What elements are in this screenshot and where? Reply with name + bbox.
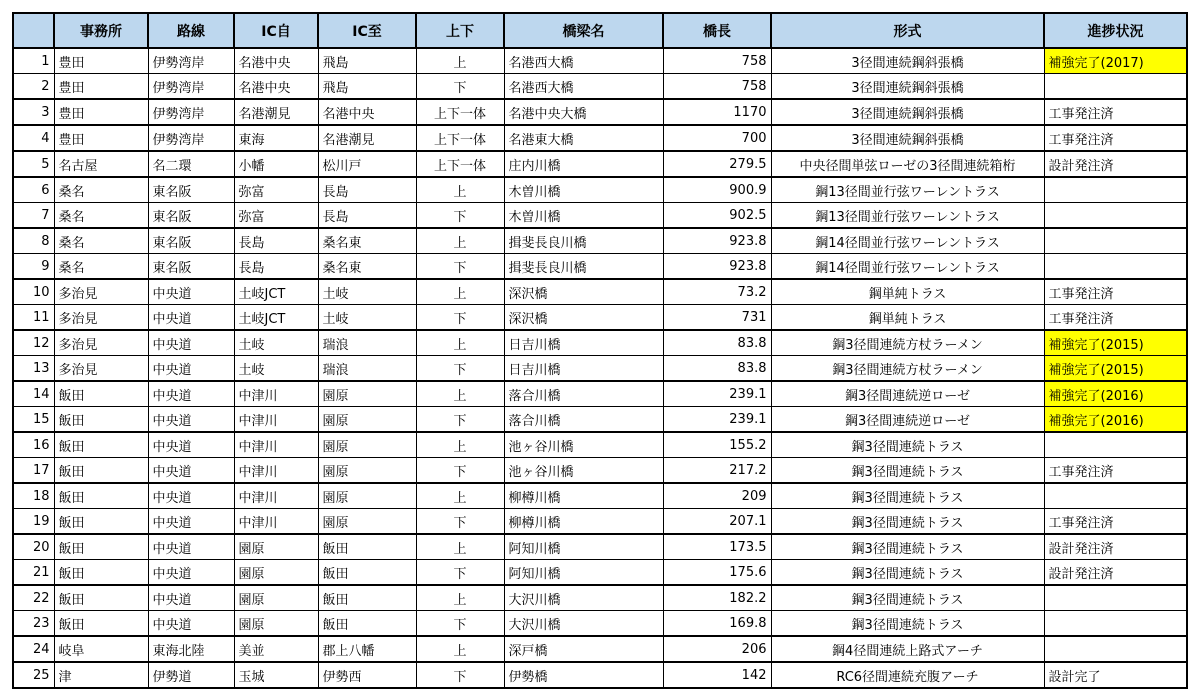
cell-updown: 上下一体 bbox=[416, 125, 504, 151]
cell-status: 工事発注済 bbox=[1044, 279, 1187, 305]
cell-status: 設計発注済 bbox=[1044, 560, 1187, 586]
column-header-status: 進捗状況 bbox=[1044, 13, 1187, 48]
cell-index: 19 bbox=[13, 509, 54, 535]
cell-route: 中央道 bbox=[148, 279, 234, 305]
cell-ic_from: 園原 bbox=[234, 611, 318, 637]
table-row bbox=[13, 203, 1187, 229]
cell-type: 鋼3径間連続方杖ラーメン bbox=[771, 356, 1044, 382]
cell-index: 12 bbox=[13, 330, 54, 356]
cell-office: 飯田 bbox=[54, 611, 148, 637]
cell-route: 伊勢湾岸 bbox=[148, 48, 234, 74]
cell-route: 東名阪 bbox=[148, 254, 234, 280]
cell-route: 中央道 bbox=[148, 381, 234, 407]
cell-bridge: 木曽川橋 bbox=[504, 203, 663, 229]
cell-status: 補強完了(2015) bbox=[1044, 330, 1187, 356]
cell-type: 3径間連続鋼斜張橋 bbox=[771, 74, 1044, 100]
cell-updown: 上 bbox=[416, 279, 504, 305]
cell-updown: 下 bbox=[416, 458, 504, 484]
cell-ic_from: 土岐JCT bbox=[234, 279, 318, 305]
cell-ic_from: 中津川 bbox=[234, 483, 318, 509]
cell-updown: 下 bbox=[416, 662, 504, 688]
cell-index: 4 bbox=[13, 125, 54, 151]
cell-office: 津 bbox=[54, 662, 148, 688]
cell-route: 中央道 bbox=[148, 509, 234, 535]
cell-status bbox=[1044, 483, 1187, 509]
cell-office: 岐阜 bbox=[54, 636, 148, 662]
cell-bridge: 名港西大橋 bbox=[504, 74, 663, 100]
cell-index: 13 bbox=[13, 356, 54, 382]
cell-length: 758 bbox=[663, 74, 771, 100]
cell-route: 東名阪 bbox=[148, 203, 234, 229]
cell-route: 東名阪 bbox=[148, 228, 234, 254]
cell-status: 補強完了(2017) bbox=[1044, 48, 1187, 74]
cell-status: 工事発注済 bbox=[1044, 509, 1187, 535]
cell-index: 14 bbox=[13, 381, 54, 407]
cell-status: 工事発注済 bbox=[1044, 458, 1187, 484]
table-row bbox=[13, 228, 1187, 254]
table-row bbox=[13, 330, 1187, 356]
cell-type: 鋼3径間連続トラス bbox=[771, 509, 1044, 535]
column-header-office: 事務所 bbox=[54, 13, 148, 48]
cell-type: 3径間連続鋼斜張橋 bbox=[771, 99, 1044, 125]
cell-bridge: 伊勢橋 bbox=[504, 662, 663, 688]
cell-bridge: 名港東大橋 bbox=[504, 125, 663, 151]
cell-status: 補強完了(2016) bbox=[1044, 381, 1187, 407]
cell-ic_from: 弥富 bbox=[234, 177, 318, 203]
cell-index: 8 bbox=[13, 228, 54, 254]
cell-office: 飯田 bbox=[54, 534, 148, 560]
cell-ic_to: 伊勢西 bbox=[318, 662, 416, 688]
cell-updown: 上 bbox=[416, 330, 504, 356]
cell-index: 2 bbox=[13, 74, 54, 100]
cell-ic_from: 中津川 bbox=[234, 458, 318, 484]
cell-index: 11 bbox=[13, 305, 54, 331]
cell-updown: 上 bbox=[416, 636, 504, 662]
cell-length: 1170 bbox=[663, 99, 771, 125]
cell-updown: 下 bbox=[416, 611, 504, 637]
cell-updown: 下 bbox=[416, 356, 504, 382]
cell-ic_from: 東海 bbox=[234, 125, 318, 151]
table-row bbox=[13, 432, 1187, 458]
cell-updown: 上 bbox=[416, 432, 504, 458]
cell-type: 鋼3径間連続トラス bbox=[771, 432, 1044, 458]
cell-office: 豊田 bbox=[54, 125, 148, 151]
table-row bbox=[13, 509, 1187, 535]
column-header-bridge: 橋梁名 bbox=[504, 13, 663, 48]
column-header-route: 路線 bbox=[148, 13, 234, 48]
cell-updown: 下 bbox=[416, 254, 504, 280]
cell-ic_to: 飯田 bbox=[318, 534, 416, 560]
cell-length: 83.8 bbox=[663, 356, 771, 382]
column-header-ic_from: IC自 bbox=[234, 13, 318, 48]
cell-length: 239.1 bbox=[663, 381, 771, 407]
cell-type: 鋼13径間並行弦ワーレントラス bbox=[771, 177, 1044, 203]
cell-length: 923.8 bbox=[663, 228, 771, 254]
cell-index: 24 bbox=[13, 636, 54, 662]
cell-length: 207.1 bbox=[663, 509, 771, 535]
cell-office: 名古屋 bbox=[54, 151, 148, 177]
cell-ic_from: 美並 bbox=[234, 636, 318, 662]
cell-office: 豊田 bbox=[54, 74, 148, 100]
cell-index: 25 bbox=[13, 662, 54, 688]
cell-length: 173.5 bbox=[663, 534, 771, 560]
cell-ic_from: 中津川 bbox=[234, 381, 318, 407]
cell-type: 鋼3径間連続トラス bbox=[771, 483, 1044, 509]
cell-bridge: 深沢橋 bbox=[504, 305, 663, 331]
column-header-type: 形式 bbox=[771, 13, 1044, 48]
cell-ic_to: 瑞浪 bbox=[318, 356, 416, 382]
cell-updown: 下 bbox=[416, 509, 504, 535]
cell-type: 中央径間単弦ローゼの3径間連続箱桁 bbox=[771, 151, 1044, 177]
cell-length: 83.8 bbox=[663, 330, 771, 356]
cell-updown: 上 bbox=[416, 585, 504, 611]
cell-ic_to: 園原 bbox=[318, 381, 416, 407]
cell-index: 15 bbox=[13, 407, 54, 433]
cell-updown: 下 bbox=[416, 305, 504, 331]
column-header-index bbox=[13, 13, 54, 48]
cell-status: 設計発注済 bbox=[1044, 534, 1187, 560]
cell-bridge: 揖斐長良川橋 bbox=[504, 228, 663, 254]
cell-route: 中央道 bbox=[148, 560, 234, 586]
cell-office: 多治見 bbox=[54, 279, 148, 305]
cell-ic_from: 小幡 bbox=[234, 151, 318, 177]
cell-updown: 下 bbox=[416, 407, 504, 433]
cell-ic_to: 園原 bbox=[318, 432, 416, 458]
cell-ic_from: 土岐 bbox=[234, 356, 318, 382]
table-row bbox=[13, 151, 1187, 177]
cell-bridge: 大沢川橋 bbox=[504, 611, 663, 637]
cell-index: 3 bbox=[13, 99, 54, 125]
cell-route: 東名阪 bbox=[148, 177, 234, 203]
cell-office: 飯田 bbox=[54, 432, 148, 458]
cell-route: 伊勢湾岸 bbox=[148, 99, 234, 125]
cell-bridge: 日吉川橋 bbox=[504, 330, 663, 356]
cell-status bbox=[1044, 228, 1187, 254]
cell-type: 鋼3径間連続トラス bbox=[771, 534, 1044, 560]
cell-length: 279.5 bbox=[663, 151, 771, 177]
cell-route: 伊勢湾岸 bbox=[148, 74, 234, 100]
cell-type: 鋼3径間連続トラス bbox=[771, 458, 1044, 484]
cell-bridge: 庄内川橋 bbox=[504, 151, 663, 177]
cell-status bbox=[1044, 611, 1187, 637]
cell-ic_to: 松川戸 bbox=[318, 151, 416, 177]
table-header bbox=[13, 13, 1187, 48]
cell-index: 18 bbox=[13, 483, 54, 509]
cell-route: 東海北陸 bbox=[148, 636, 234, 662]
cell-index: 22 bbox=[13, 585, 54, 611]
cell-route: 中央道 bbox=[148, 432, 234, 458]
cell-index: 20 bbox=[13, 534, 54, 560]
cell-bridge: 名港中央大橋 bbox=[504, 99, 663, 125]
cell-length: 239.1 bbox=[663, 407, 771, 433]
cell-ic_from: 名港中央 bbox=[234, 74, 318, 100]
cell-status bbox=[1044, 432, 1187, 458]
cell-bridge: 大沢川橋 bbox=[504, 585, 663, 611]
cell-ic_from: 弥富 bbox=[234, 203, 318, 229]
cell-ic_from: 園原 bbox=[234, 560, 318, 586]
column-header-updown: 上下 bbox=[416, 13, 504, 48]
cell-length: 758 bbox=[663, 48, 771, 74]
cell-status: 工事発注済 bbox=[1044, 305, 1187, 331]
table-row bbox=[13, 611, 1187, 637]
cell-type: 鋼13径間並行弦ワーレントラス bbox=[771, 203, 1044, 229]
cell-bridge: 深沢橋 bbox=[504, 279, 663, 305]
cell-index: 16 bbox=[13, 432, 54, 458]
cell-route: 名二環 bbox=[148, 151, 234, 177]
cell-ic_to: 園原 bbox=[318, 458, 416, 484]
cell-bridge: 揖斐長良川橋 bbox=[504, 254, 663, 280]
cell-office: 豊田 bbox=[54, 99, 148, 125]
cell-index: 9 bbox=[13, 254, 54, 280]
cell-ic_from: 名港潮見 bbox=[234, 99, 318, 125]
cell-ic_to: 飛島 bbox=[318, 74, 416, 100]
cell-route: 中央道 bbox=[148, 356, 234, 382]
cell-length: 209 bbox=[663, 483, 771, 509]
cell-updown: 下 bbox=[416, 74, 504, 100]
cell-updown: 上 bbox=[416, 228, 504, 254]
cell-bridge: 木曽川橋 bbox=[504, 177, 663, 203]
cell-ic_to: 名港中央 bbox=[318, 99, 416, 125]
cell-type: 鋼3径間連続方杖ラーメン bbox=[771, 330, 1044, 356]
cell-status: 補強完了(2015) bbox=[1044, 356, 1187, 382]
cell-length: 900.9 bbox=[663, 177, 771, 203]
table-row bbox=[13, 74, 1187, 100]
cell-index: 1 bbox=[13, 48, 54, 74]
cell-updown: 上 bbox=[416, 177, 504, 203]
cell-ic_from: 長島 bbox=[234, 228, 318, 254]
cell-ic_to: 園原 bbox=[318, 509, 416, 535]
cell-bridge: 柳樽川橋 bbox=[504, 509, 663, 535]
cell-office: 多治見 bbox=[54, 356, 148, 382]
cell-length: 902.5 bbox=[663, 203, 771, 229]
cell-ic_from: 中津川 bbox=[234, 407, 318, 433]
cell-ic_to: 園原 bbox=[318, 407, 416, 433]
cell-route: 中央道 bbox=[148, 458, 234, 484]
cell-office: 多治見 bbox=[54, 305, 148, 331]
cell-updown: 上下一体 bbox=[416, 151, 504, 177]
cell-office: 飯田 bbox=[54, 483, 148, 509]
cell-route: 伊勢湾岸 bbox=[148, 125, 234, 151]
table-row bbox=[13, 99, 1187, 125]
cell-bridge: 日吉川橋 bbox=[504, 356, 663, 382]
table-row bbox=[13, 407, 1187, 433]
column-header-ic_to: IC至 bbox=[318, 13, 416, 48]
cell-type: 鋼14径間並行弦ワーレントラス bbox=[771, 254, 1044, 280]
cell-updown: 上 bbox=[416, 48, 504, 74]
cell-type: 鋼14径間並行弦ワーレントラス bbox=[771, 228, 1044, 254]
table-row bbox=[13, 279, 1187, 305]
cell-office: 多治見 bbox=[54, 330, 148, 356]
cell-ic_from: 名港中央 bbox=[234, 48, 318, 74]
table-row bbox=[13, 356, 1187, 382]
cell-type: 鋼3径間連続トラス bbox=[771, 560, 1044, 586]
cell-status bbox=[1044, 74, 1187, 100]
cell-route: 中央道 bbox=[148, 407, 234, 433]
cell-ic_from: 園原 bbox=[234, 585, 318, 611]
cell-route: 中央道 bbox=[148, 330, 234, 356]
column-header-length: 橋長 bbox=[663, 13, 771, 48]
cell-bridge: 落合川橋 bbox=[504, 407, 663, 433]
cell-type: 鋼4径間連続上路式アーチ bbox=[771, 636, 1044, 662]
table-row bbox=[13, 177, 1187, 203]
cell-type: 鋼3径間連続トラス bbox=[771, 585, 1044, 611]
cell-length: 175.6 bbox=[663, 560, 771, 586]
table-row bbox=[13, 458, 1187, 484]
cell-status bbox=[1044, 203, 1187, 229]
cell-index: 21 bbox=[13, 560, 54, 586]
cell-ic_from: 中津川 bbox=[234, 432, 318, 458]
cell-updown: 上 bbox=[416, 381, 504, 407]
cell-type: 鋼3径間連続トラス bbox=[771, 611, 1044, 637]
cell-route: 中央道 bbox=[148, 483, 234, 509]
cell-status: 設計発注済 bbox=[1044, 151, 1187, 177]
cell-index: 10 bbox=[13, 279, 54, 305]
cell-updown: 下 bbox=[416, 203, 504, 229]
cell-office: 飯田 bbox=[54, 458, 148, 484]
cell-ic_to: 名港潮見 bbox=[318, 125, 416, 151]
cell-length: 206 bbox=[663, 636, 771, 662]
cell-ic_to: 瑞浪 bbox=[318, 330, 416, 356]
cell-updown: 上 bbox=[416, 483, 504, 509]
cell-ic_to: 長島 bbox=[318, 177, 416, 203]
table-row bbox=[13, 585, 1187, 611]
cell-index: 5 bbox=[13, 151, 54, 177]
cell-index: 23 bbox=[13, 611, 54, 637]
cell-updown: 上 bbox=[416, 534, 504, 560]
cell-ic_from: 土岐 bbox=[234, 330, 318, 356]
cell-ic_to: 桑名東 bbox=[318, 254, 416, 280]
cell-ic_from: 玉城 bbox=[234, 662, 318, 688]
header-row bbox=[13, 13, 1187, 48]
cell-status: 設計完了 bbox=[1044, 662, 1187, 688]
cell-bridge: 阿知川橋 bbox=[504, 534, 663, 560]
cell-office: 桑名 bbox=[54, 203, 148, 229]
cell-office: 飯田 bbox=[54, 509, 148, 535]
cell-status: 工事発注済 bbox=[1044, 99, 1187, 125]
cell-index: 6 bbox=[13, 177, 54, 203]
cell-bridge: 阿知川橋 bbox=[504, 560, 663, 586]
cell-ic_from: 園原 bbox=[234, 534, 318, 560]
table-row bbox=[13, 560, 1187, 586]
cell-index: 7 bbox=[13, 203, 54, 229]
cell-ic_from: 土岐JCT bbox=[234, 305, 318, 331]
cell-length: 182.2 bbox=[663, 585, 771, 611]
cell-length: 169.8 bbox=[663, 611, 771, 637]
cell-length: 155.2 bbox=[663, 432, 771, 458]
cell-type: 鋼単純トラス bbox=[771, 279, 1044, 305]
cell-status bbox=[1044, 636, 1187, 662]
cell-length: 731 bbox=[663, 305, 771, 331]
cell-ic_to: 飯田 bbox=[318, 560, 416, 586]
table-row bbox=[13, 381, 1187, 407]
cell-status: 工事発注済 bbox=[1044, 125, 1187, 151]
cell-office: 飯田 bbox=[54, 585, 148, 611]
cell-length: 142 bbox=[663, 662, 771, 688]
cell-ic_to: 郡上八幡 bbox=[318, 636, 416, 662]
cell-updown: 上下一体 bbox=[416, 99, 504, 125]
table-row bbox=[13, 305, 1187, 331]
cell-office: 桑名 bbox=[54, 254, 148, 280]
cell-ic_to: 飯田 bbox=[318, 585, 416, 611]
cell-office: 桑名 bbox=[54, 177, 148, 203]
cell-office: 飯田 bbox=[54, 560, 148, 586]
cell-office: 飯田 bbox=[54, 381, 148, 407]
cell-length: 923.8 bbox=[663, 254, 771, 280]
cell-ic_to: 桑名東 bbox=[318, 228, 416, 254]
cell-ic_from: 長島 bbox=[234, 254, 318, 280]
cell-ic_to: 長島 bbox=[318, 203, 416, 229]
cell-bridge: 落合川橋 bbox=[504, 381, 663, 407]
table-row bbox=[13, 254, 1187, 280]
table-body bbox=[13, 48, 1187, 688]
cell-length: 73.2 bbox=[663, 279, 771, 305]
cell-route: 中央道 bbox=[148, 534, 234, 560]
table-row bbox=[13, 636, 1187, 662]
cell-status bbox=[1044, 177, 1187, 203]
cell-bridge: 柳樽川橋 bbox=[504, 483, 663, 509]
cell-route: 中央道 bbox=[148, 305, 234, 331]
cell-office: 豊田 bbox=[54, 48, 148, 74]
cell-ic_to: 園原 bbox=[318, 483, 416, 509]
cell-route: 中央道 bbox=[148, 585, 234, 611]
cell-type: 鋼3径間連続逆ローゼ bbox=[771, 381, 1044, 407]
cell-ic_to: 土岐 bbox=[318, 279, 416, 305]
cell-status bbox=[1044, 254, 1187, 280]
cell-status: 補強完了(2016) bbox=[1044, 407, 1187, 433]
cell-office: 飯田 bbox=[54, 407, 148, 433]
cell-type: 3径間連続鋼斜張橋 bbox=[771, 125, 1044, 151]
table-row bbox=[13, 662, 1187, 688]
cell-bridge: 池ヶ谷川橋 bbox=[504, 432, 663, 458]
table-row bbox=[13, 534, 1187, 560]
cell-route: 伊勢道 bbox=[148, 662, 234, 688]
cell-updown: 下 bbox=[416, 560, 504, 586]
cell-type: 3径間連続鋼斜張橋 bbox=[771, 48, 1044, 74]
cell-bridge: 名港西大橋 bbox=[504, 48, 663, 74]
table-row bbox=[13, 48, 1187, 74]
cell-bridge: 池ヶ谷川橋 bbox=[504, 458, 663, 484]
cell-bridge: 深戸橋 bbox=[504, 636, 663, 662]
bridge-progress-table bbox=[12, 12, 1188, 689]
cell-type: 鋼3径間連続逆ローゼ bbox=[771, 407, 1044, 433]
cell-route: 中央道 bbox=[148, 611, 234, 637]
table-row bbox=[13, 483, 1187, 509]
cell-type: RC6径間連続充腹アーチ bbox=[771, 662, 1044, 688]
cell-status bbox=[1044, 585, 1187, 611]
cell-ic_from: 中津川 bbox=[234, 509, 318, 535]
cell-ic_to: 飛島 bbox=[318, 48, 416, 74]
cell-ic_to: 飯田 bbox=[318, 611, 416, 637]
cell-type: 鋼単純トラス bbox=[771, 305, 1044, 331]
cell-length: 217.2 bbox=[663, 458, 771, 484]
cell-index: 17 bbox=[13, 458, 54, 484]
cell-length: 700 bbox=[663, 125, 771, 151]
table-row bbox=[13, 125, 1187, 151]
cell-office: 桑名 bbox=[54, 228, 148, 254]
cell-ic_to: 土岐 bbox=[318, 305, 416, 331]
